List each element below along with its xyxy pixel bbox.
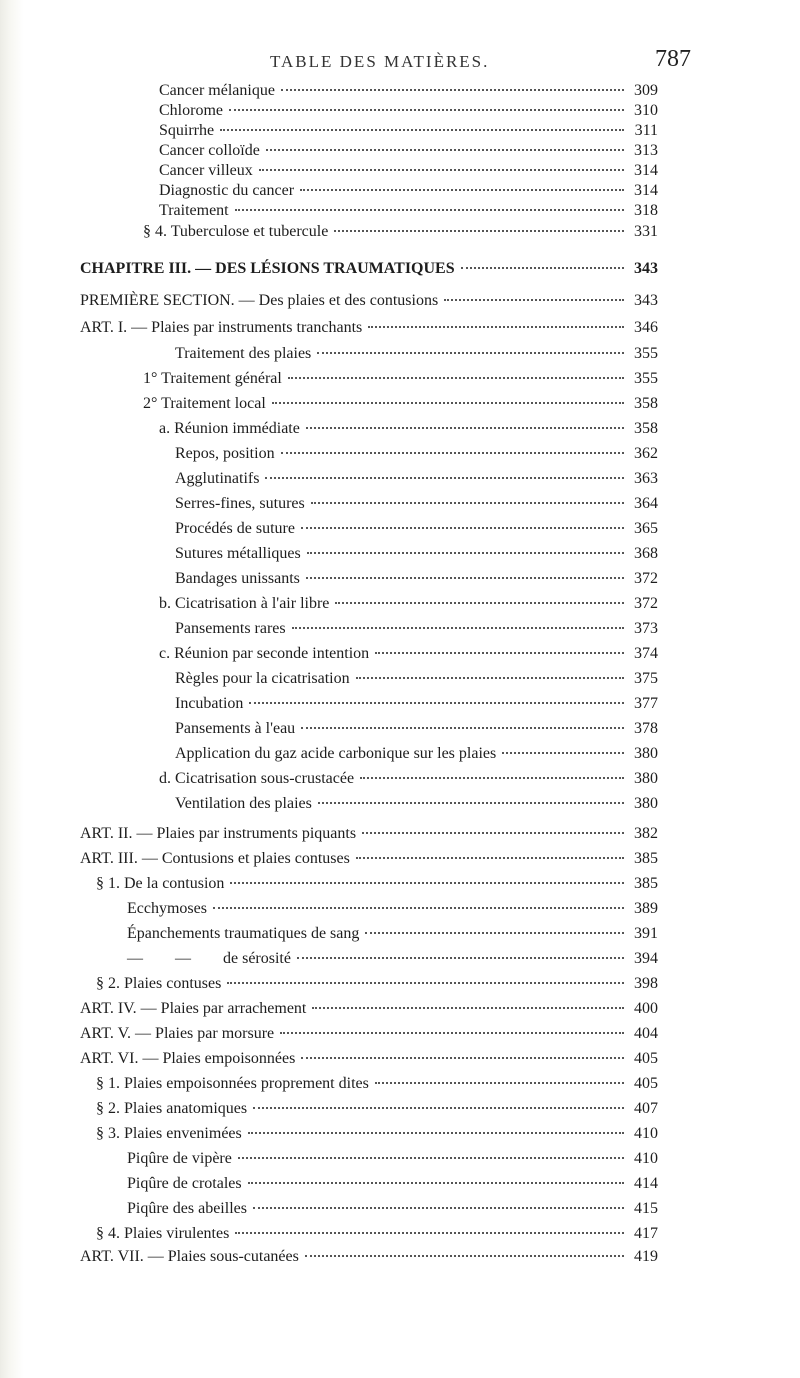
toc-entry: Pansements à l'eau 378: [175, 720, 658, 737]
toc-entry: Application du gaz acide carbonique sur les plaies 380: [175, 745, 658, 762]
toc-section-heading: PREMIÈRE SECTION. — Des plaies et des contusions 343: [80, 292, 658, 309]
toc-entry: Règles pour la cicatrisation 375: [175, 670, 658, 687]
page-number: 787: [655, 46, 691, 72]
running-header: TABLE DES MATIÈRES.: [270, 52, 490, 71]
toc-entry: — — de sérosité 394: [127, 950, 658, 967]
toc-entry: Piqûre des abeilles 415: [127, 1200, 658, 1217]
toc-entry: Cancer colloïde 313: [159, 142, 658, 159]
toc-entry: Diagnostic du cancer 314: [159, 182, 658, 199]
toc-article-entry: ART. V. — Plaies par morsure 404: [80, 1025, 658, 1042]
toc-entry: Ecchymoses 389: [127, 900, 658, 917]
toc-article-entry: ART. VI. — Plaies empoisonnées 405: [80, 1050, 658, 1067]
toc-article-entry: ART. VII. — Plaies sous-cutanées 419: [80, 1248, 658, 1265]
toc-entry: Agglutinatifs 363: [175, 470, 658, 487]
toc-entry: Chlorome 310: [159, 102, 658, 119]
toc-entry: Traitement des plaies 355: [175, 345, 658, 362]
toc-entry: § 1. Plaies empoisonnées proprement dites 405: [96, 1075, 658, 1092]
toc-article-entry: ART. I. — Plaies par instruments tranchants 346: [80, 319, 658, 336]
toc-entry: Bandages unissants 372: [175, 570, 658, 587]
toc-entry: Piqûre de vipère 410: [127, 1150, 658, 1167]
toc-entry: Cancer mélanique 309: [159, 82, 658, 99]
toc-entry: § 2. Plaies contuses 398: [96, 975, 658, 992]
toc-entry: Incubation 377: [175, 695, 658, 712]
toc-article-entry: ART. III. — Contusions et plaies contuses 385: [80, 850, 658, 867]
toc-chapter-heading: CHAPITRE III. — DES LÉSIONS TRAUMATIQUES 343: [80, 260, 658, 277]
toc-entry: § 2. Plaies anatomiques 407: [96, 1100, 658, 1117]
toc-entry: Pansements rares 373: [175, 620, 658, 637]
toc-article-entry: ART. II. — Plaies par instruments piquants 382: [80, 825, 658, 842]
toc-entry: 1° Traitement général 355: [143, 370, 658, 387]
toc-entry: d. Cicatrisation sous-crustacée 380: [159, 770, 658, 787]
toc-entry: Squirrhe 311: [159, 122, 658, 139]
toc-entry: Piqûre de crotales 414: [127, 1175, 658, 1192]
toc-entry: c. Réunion par seconde intention 374: [159, 645, 658, 662]
toc-entry: Cancer villeux 314: [159, 162, 658, 179]
toc-entry: Serres-fines, sutures 364: [175, 495, 658, 512]
toc-article-entry: ART. IV. — Plaies par arrachement 400: [80, 1000, 658, 1017]
toc-entry: b. Cicatrisation à l'air libre 372: [159, 595, 658, 612]
toc-entry: § 4. Plaies virulentes 417: [96, 1225, 658, 1242]
toc-entry: § 3. Plaies envenimées 410: [96, 1125, 658, 1142]
toc-entry: Procédés de suture 365: [175, 520, 658, 537]
toc-entry: Sutures métalliques 368: [175, 545, 658, 562]
toc-entry: Épanchements traumatiques de sang 391: [127, 925, 658, 942]
toc-entry: 2° Traitement local 358: [143, 395, 658, 412]
toc-entry: a. Réunion immédiate 358: [159, 420, 658, 437]
toc-entry: § 4. Tuberculose et tubercule 331: [143, 223, 658, 240]
toc-entry: Traitement 318: [159, 202, 658, 219]
toc-entry: Ventilation des plaies 380: [175, 795, 658, 812]
toc-entry: Repos, position 362: [175, 445, 658, 462]
toc-entry: § 1. De la contusion 385: [96, 875, 658, 892]
